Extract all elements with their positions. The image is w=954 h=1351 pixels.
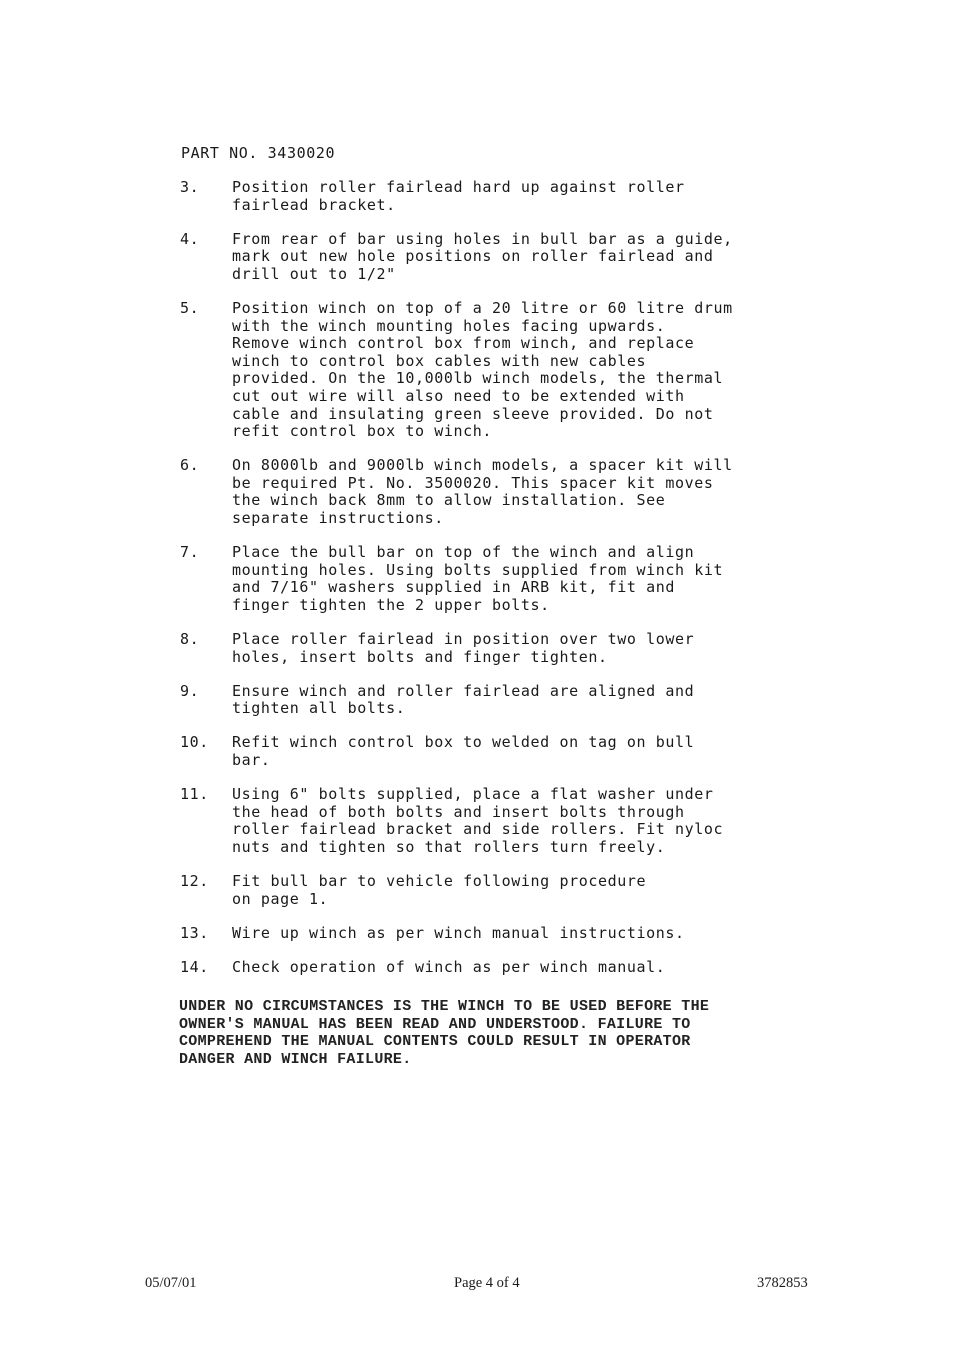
part-number-heading: PART NO. 3430020 [181,144,336,162]
instruction-step [180,959,800,977]
step-number: 12. [180,871,209,890]
step-text: Ensure winch and roller fairlead are aligned and tighten all bolts. [232,681,695,718]
step-text: Fit bull bar to vehicle following procedure on page 1. [232,871,647,908]
instruction-step [180,457,800,527]
step-number: 6. [180,456,200,475]
instruction-step [180,544,800,614]
instruction-step [180,683,800,718]
step-number: 5. [180,298,200,317]
step-number: 14. [180,957,209,976]
instruction-step [180,925,800,943]
step-number: 9. [180,681,200,700]
step-text: Refit winch control box to welded on tag on bull bar. [232,733,695,769]
footer-page-number: Page 4 of 4 [454,1275,520,1291]
step-text: Position winch on top of a 20 litre or 60 litre drum with the winch mounting holes facing upwards. Remove winch control box from winch, and replace winch to control box cables with new cables provided. On the 10,000lb winch models, the thermal cut out wire will also need to be extended with cable and insulating green sleeve provided. Do not refit control box to winch. [232,298,733,441]
instruction-step [180,179,800,214]
step-text: Using 6" bolts supplied, place a flat washer under the head of both bolts and insert bolts through roller fairlead bracket and side rollers. Fit nyloc nuts and tighten so that rollers turn freely. [232,785,724,856]
step-number: 4. [180,229,200,248]
step-number: 13. [180,923,209,942]
instruction-step [180,631,800,666]
step-text: Check operation of winch as per winch manual. [232,957,666,976]
step-text: Wire up winch as per winch manual instructions. [232,923,685,942]
step-text: Position roller fairlead hard up against roller fairlead bracket. [232,178,685,214]
step-text: Place roller fairlead in position over two lower holes, insert bolts and finger tighten. [232,629,695,666]
step-text: From rear of bar using holes in bull bar as a guide, mark out new hole positions on roller fairlead and drill out to 1/2" [232,229,733,283]
instruction-step [180,300,800,441]
footer-document-number: 3782853 [757,1275,808,1291]
step-number: 3. [180,178,200,196]
step-number: 8. [180,629,200,648]
step-number: 10. [180,733,209,752]
instruction-step [180,873,800,908]
instruction-step [180,786,800,856]
footer-date: 05/07/01 [145,1275,197,1291]
step-number: 7. [180,543,200,562]
step-text: On 8000lb and 9000lb winch models, a spacer kit will be required Pt. No. 3500020. This spacer kit moves the winch back 8mm to allow installation. See separate instructions. [232,456,733,527]
instruction-steps-list [180,179,800,993]
step-text: Place the bull bar on top of the winch and align mounting holes. Using bolts supplied from winch kit and 7/16" washers supplied in ARB kit, fit and finger tighten the 2 upper bolts. [232,543,724,614]
safety-warning: UNDER NO CIRCUMSTANCES IS THE WINCH TO BE USED BEFORE THE OWNER'S MANUAL HAS BEEN READ AND UNDERSTOOD. FAILURE TO COMPREHEND THE MANUAL CONTENTS COULD RESULT IN OPERATOR DANGER AND WINCH FAILURE. [179,998,710,1068]
instruction-step [180,734,800,769]
instruction-step [180,231,800,284]
step-number: 11. [180,785,209,804]
